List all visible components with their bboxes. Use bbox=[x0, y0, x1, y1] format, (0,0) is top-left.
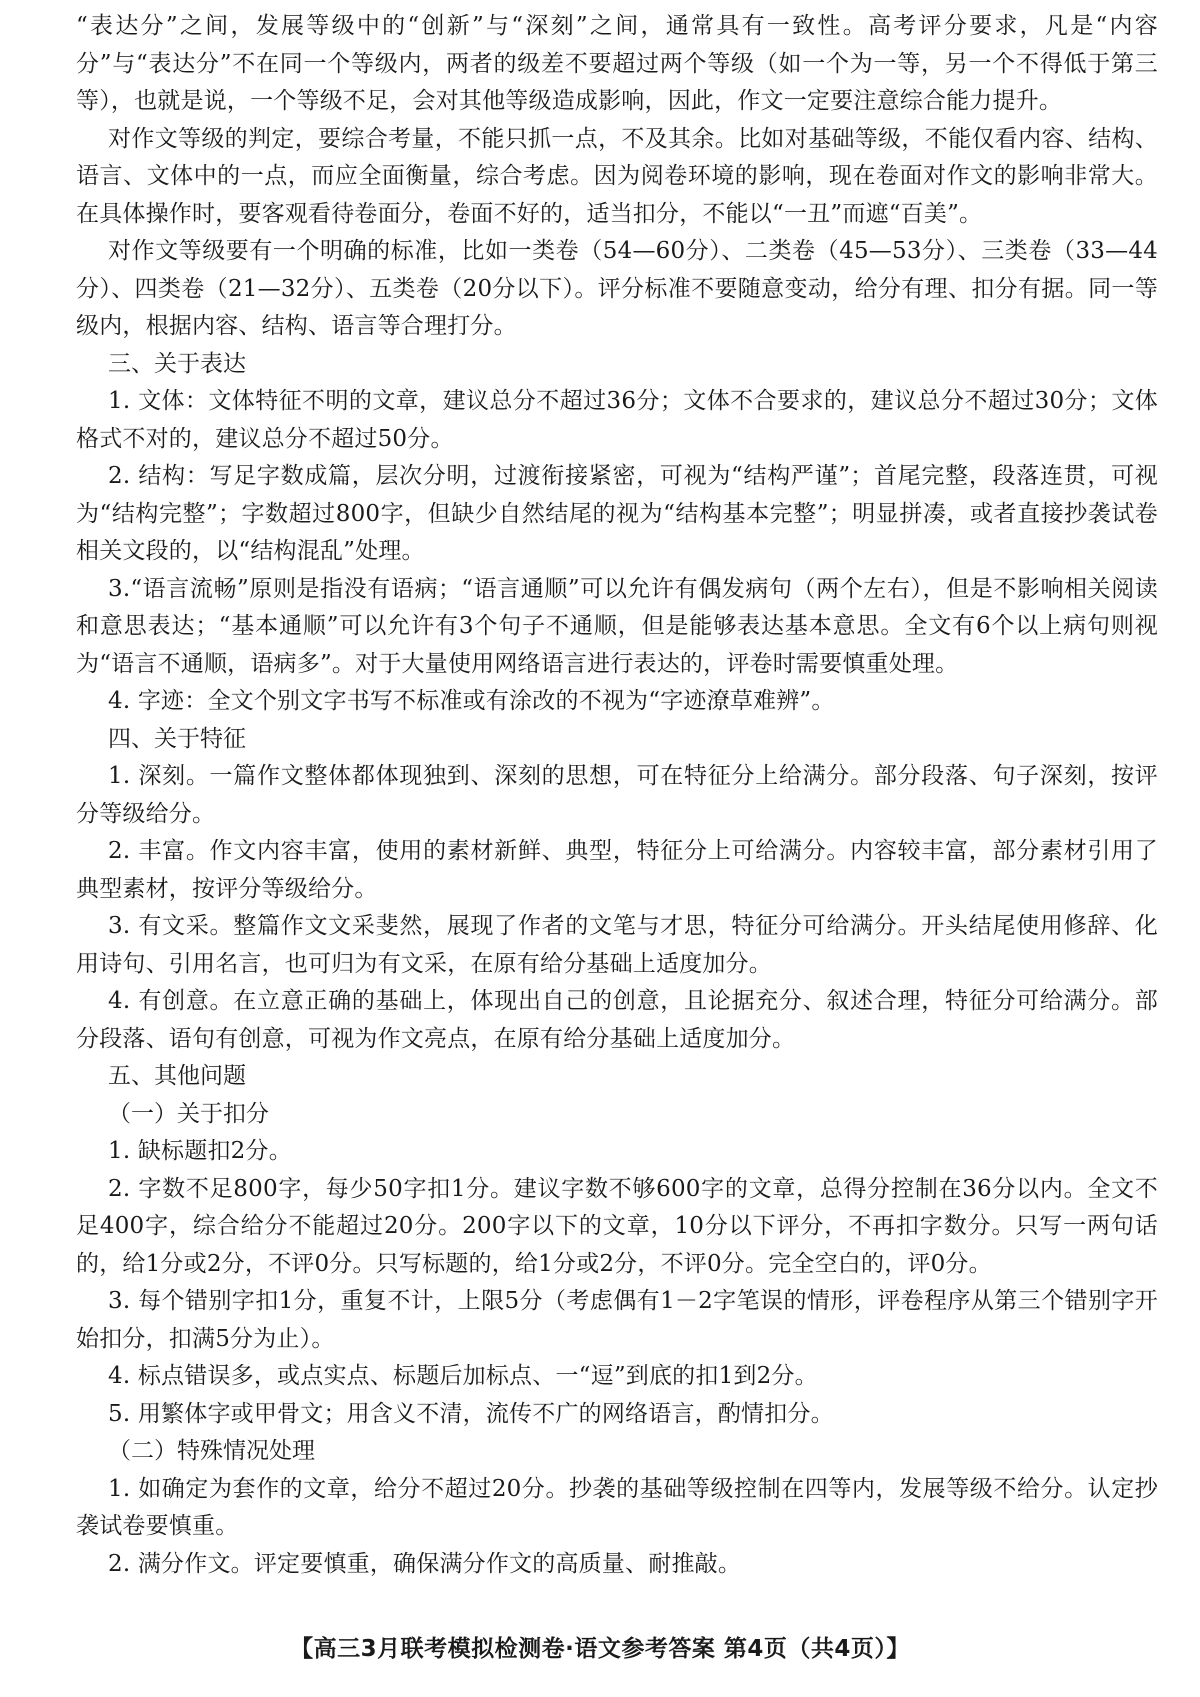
paragraph: 4. 有创意。在立意正确的基础上，体现出自己的创意，且论据充分、叙述合理，特征分可给满分。部分段落、语句有创意，可视为作文亮点，在原有给分基础上适度加分。 bbox=[76, 988, 1158, 1052]
paragraph: 1. 文体：文体特征不明的文章，建议总分不超过36分；文体不合要求的，建议总分不超过30分；文体格式不对的，建议总分不超过50分。 bbox=[76, 388, 1158, 452]
paragraph: 对作文等级要有一个明确的标准，比如一类卷（54—60分）、二类卷（45—53分）、三类卷（33—44分）、四类卷（21—32分）、五类卷（20分以下）。评分标准不要随意变动，给分有理、扣分有据。同一等级内，根据内容、结构、语言等合理打分。 bbox=[76, 238, 1158, 339]
section-heading: 五、其他问题 bbox=[108, 1063, 246, 1089]
paragraph: “表达分”之间，发展等级中的“创新”与“深刻”之间，通常具有一致性。高考评分要求，凡是“内容分”与“表达分”不在同一个等级内，两者的级差不要超过两个等级（如一个为一等，另一个不得低于第三等），也就是说，一个等级不足，会对其他等级造成影响，因此，作文一定要注意综合能力提升。 bbox=[76, 13, 1158, 114]
paragraph: 1. 深刻。一篇作文整体都体现独到、深刻的思想，可在特征分上给满分。部分段落、句子深刻，按评分等级给分。 bbox=[76, 763, 1158, 827]
paragraph: 1. 如确定为套作的文章，给分不超过20分。抄袭的基础等级控制在四等内，发展等级不给分。认定抄袭试卷要慎重。 bbox=[76, 1475, 1158, 1539]
section-heading: 三、关于表达 bbox=[108, 350, 246, 377]
paragraph: 2. 字数不足800字，每少50字扣1分。建议字数不够600字的文章，总得分控制在36分以内。全文不足400字，综合给分不能超过20分。200字以下的文章，10分以下评分，不再扣字数分。只写一两句话的，给1分或2分，不评0分。只写标题的，给1分或2分，不评0分。完全空白的，评0分。 bbox=[76, 1175, 1158, 1277]
paragraph: 3. 有文采。整篇作文文采斐然，展现了作者的文笔与才思，特征分可给满分。开头结尾使用修辞、化用诗句、引用名言，也可归为有文采，在原有给分基础上适度加分。 bbox=[76, 913, 1158, 977]
paragraph: 2. 丰富。作文内容丰富，使用的素材新鲜、典型，特征分上可给满分。内容较丰富，部分素材引用了典型素材，按评分等级给分。 bbox=[76, 838, 1158, 902]
paragraph: 2. 结构：写足字数成篇，层次分明，过渡衔接紧密，可视为“结构严谨”；首尾完整，段落连贯，可视为“结构完整”；字数超过800字，但缺少自然结尾的视为“结构基本完整”；明显拼凑，或者直接抄袭试卷相关文段的，以“结构混乱”处理。 bbox=[76, 463, 1158, 564]
paragraph: 2. 满分作文。评定要慎重，确保满分作文的高质量、耐推敲。 bbox=[108, 1550, 742, 1577]
paragraph: 3. 每个错别字扣1分，重复不计，上限5分（考虑偶有1－2字笔误的情形，评卷程序从第三个错别字开始扣分，扣满5分为止）。 bbox=[76, 1288, 1158, 1352]
subsection-heading: （二）特殊情况处理 bbox=[108, 1438, 315, 1464]
paragraph: 4. 字迹：全文个别文字书写不标准或有涂改的不视为“字迹潦草难辨”。 bbox=[108, 688, 835, 714]
section-heading: 四、关于特征 bbox=[108, 725, 246, 752]
paragraph: 3.“语言流畅”原则是指没有语病；“语言通顺”可以允许有偶发病句（两个左右），但是不影响相关阅读和意思表达；“基本通顺”可以允许有3个句子不通顺，但是能够表达基本意思。全文有6个以上病句则视为“语言不通顺，语病多”。对于大量使用网络语言进行表达的，评卷时需要慎重处理。 bbox=[76, 575, 1158, 677]
paragraph: 对作文等级的判定，要综合考量，不能只抓一点，不及其余。比如对基础等级，不能仅看内容、结构、语言、文体中的一点，而应全面衡量，综合考虑。因为阅卷环境的影响，现在卷面对作文的影响非常大。在具体操作时，要客观看待卷面分，卷面不好的，适当扣分，不能以“一丑”而遮“百美”。 bbox=[76, 125, 1158, 227]
paragraph: 1. 缺标题扣2分。 bbox=[108, 1138, 292, 1164]
paragraph: 4. 标点错误多，或点实点、标题后加标点、一“逗”到底的扣1到2分。 bbox=[108, 1363, 818, 1389]
subsection-heading: （一）关于扣分 bbox=[108, 1100, 269, 1127]
document-body bbox=[76, 8, 1158, 1583]
paragraph: 5. 用繁体字或甲骨文；用含义不清，流传不广的网络语言，酌情扣分。 bbox=[108, 1400, 834, 1427]
page-footer: 【高三3月联考模拟检测卷·语文参考答案 第4页（共4页）】 bbox=[290, 1636, 910, 1662]
